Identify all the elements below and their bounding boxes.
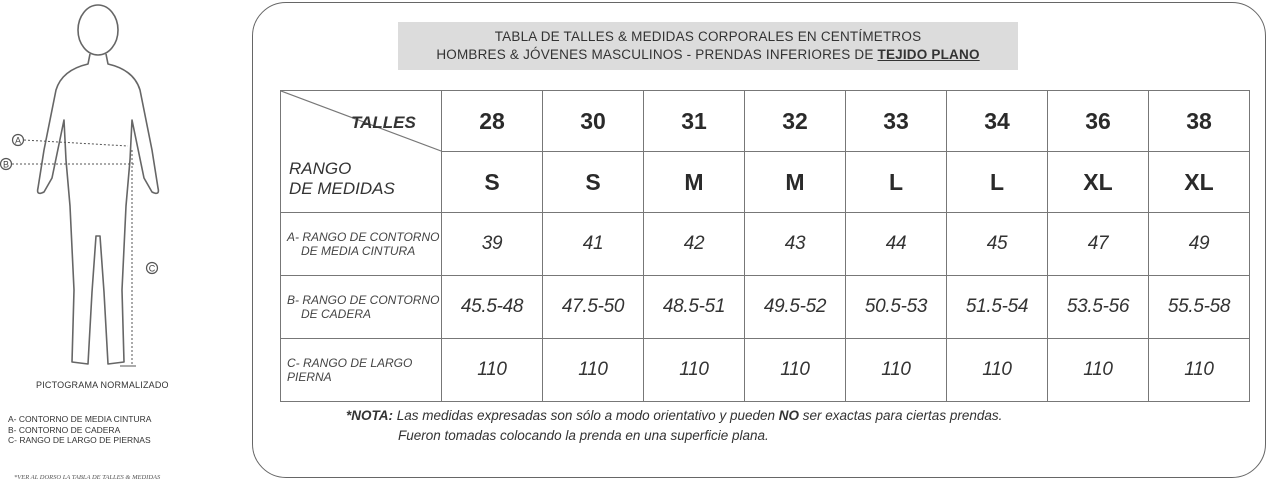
figure-head [78,5,118,55]
table-row-hip [281,276,1250,339]
letter-cell: S [442,152,543,213]
value-cell: 51.5-54 [947,276,1048,339]
value-cell: 110 [1048,339,1149,402]
value-cell: 110 [846,339,947,402]
figure-body [38,54,159,364]
size-32: 32 [745,91,846,152]
talles-label: TALLES [351,113,416,132]
pictogram-legend [8,414,151,446]
value-cell: 49 [1149,213,1250,276]
value-cell: 49.5-52 [745,276,846,339]
value-cell: 44 [846,213,947,276]
value-cell: 55.5-58 [1149,276,1250,339]
row-label-waist: A- RANGO DE CONTORNO DE MEDIA CINTURA [281,213,442,276]
value-cell: 110 [1149,339,1250,402]
letter-cell: S [543,152,644,213]
size-30: 30 [543,91,644,152]
value-cell: 39 [442,213,543,276]
letter-cell: M [745,152,846,213]
note-line-1: *NOTA: Las medidas expresadas son sólo a modo orientativo y pueden NO ser exactas para ciertas prendas. [346,408,1003,423]
legend-item-a: A- CONTORNO DE MEDIA CINTURA [8,414,152,424]
value-cell: 47 [1048,213,1149,276]
letter-cell: M [644,152,745,213]
value-cell: 110 [745,339,846,402]
pictogram-caption: PICTOGRAMA NORMALIZADO [36,380,169,390]
value-cell: 50.5-53 [846,276,947,339]
size-number-row [281,91,1250,152]
value-cell: 53.5-56 [1048,276,1149,339]
letter-cell: XL [1048,152,1149,213]
row-label-leg: C- RANGO DE LARGO PIERNA [281,339,442,402]
value-cell: 43 [745,213,846,276]
svg-text:A: A [14,135,22,146]
svg-text:B: B [2,159,10,170]
row-label-hip: B- RANGO DE CONTORNO DE CADERA [281,276,442,339]
value-cell: 110 [442,339,543,402]
title-fabric-type: TEJIDO PLANO [877,47,980,62]
chart-title [398,22,1018,70]
marker-c [120,150,158,366]
title-line-1: TABLA DE TALLES & MEDIDAS CORPORALES EN CENTÍMETROS [494,29,922,44]
note-line-2: Fueron tomadas colocando la prenda en una superficie plana. [398,428,769,443]
size-34: 34 [947,91,1048,152]
value-cell: 45.5-48 [442,276,543,339]
value-cell: 41 [543,213,644,276]
letter-cell: XL [1149,152,1250,213]
table-corner-header [281,91,442,213]
pictogram-footnote: *VER AL DORSO LA TABLA DE TALLES & MEDIDAS [14,474,161,481]
pictogram-panel [0,0,250,484]
legend-item-b: B- CONTORNO DE CADERA [8,424,121,435]
size-36: 36 [1048,91,1149,152]
size-31: 31 [644,91,745,152]
value-cell: 48.5-51 [644,276,745,339]
svg-text:C: C [148,263,156,274]
title-line-2: HOMBRES & JÓVENES MASCULINOS - PRENDAS INFERIORES DE TEJIDO PLANO [436,47,980,62]
legend-item-c: C- RANGO DE LARGO DE PIERNAS [8,435,151,445]
value-cell: 45 [947,213,1048,276]
letter-cell: L [947,152,1048,213]
value-cell: 110 [644,339,745,402]
value-cell: 110 [947,339,1048,402]
table-row-waist [281,213,1250,276]
value-cell: 47.5-50 [543,276,644,339]
value-cell: 42 [644,213,745,276]
size-33: 33 [846,91,947,152]
size-28: 28 [442,91,543,152]
letter-cell: L [846,152,947,213]
size-38: 38 [1149,91,1250,152]
body-pictogram [0,0,250,380]
value-cell: 110 [543,339,644,402]
rango-label: RANGO DE MEDIDAS [289,159,395,198]
table-row-leg [281,339,1250,402]
marker-a [13,135,129,147]
size-table [280,90,1250,402]
disclaimer-note [346,406,1002,446]
